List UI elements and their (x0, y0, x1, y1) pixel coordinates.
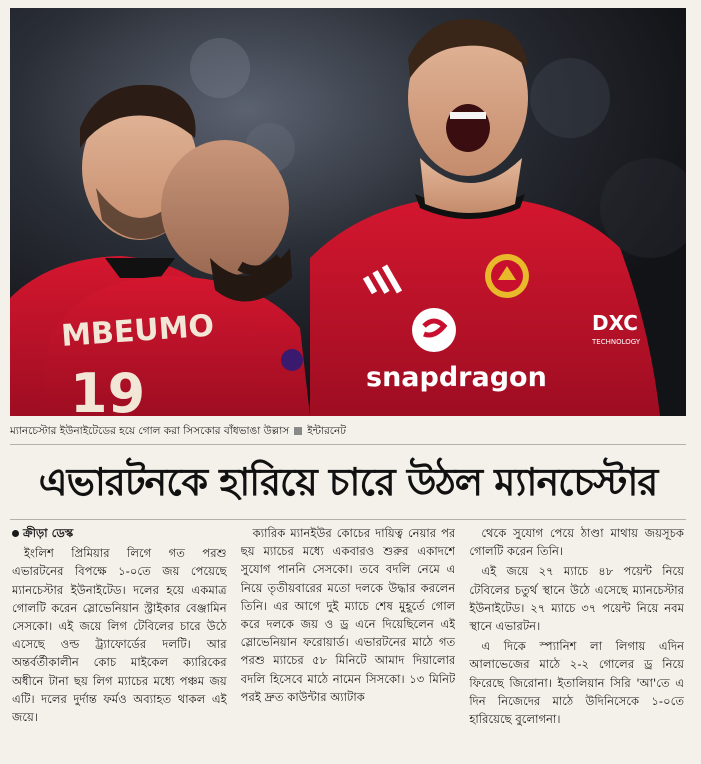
article-column-2 (241, 524, 456, 760)
jersey-name: MBEUMO (60, 308, 216, 354)
paragraph: এই জয়ে ২৭ ম্যাচে ৪৮ পয়েন্ট নিয়ে টেবিলের চতুর্থ স্থানে উঠে এসেছে ম্যানচেস্টার ইউনাইটেড। ২৭ ম্যাচে ৩৭ পয়েন্ট নিয়ে নবম স্থানে এভারটন। (469, 564, 685, 634)
desk-label: ক্রীড়া ডেস্ক (23, 526, 74, 540)
sponsor-text: snapdragon (366, 362, 547, 393)
caption-credit: ইন্টারনেট (307, 425, 347, 437)
club-crest-icon (485, 254, 529, 298)
paragraph: ক্যারিক ম্যানইউর কোচের দায়িত্ব নেয়ার পর ছয় ম্যাচের মধ্যে একবারও শুরুর একাদশে সুযোগ পাননি সেসকো। তবে বদলি নেমে এ নিয়ে তৃতীয়বারের মতো দলকে উদ্ধার করলেন তিনি। এর আগে দুই ম্যাচে শেষ মুহূর্তে গোল করে দলকে জয় ও ড্র এনে দিয়েছিলেন এই স্লোভেনিয়ান ফরোয়ার্ড। এভারটনের মাঠে গত পরশু ম্যাচের ৫৮ মিনিটে আমাদ দিয়ালোর বদলি হিসেবে মাঠে নামেন সিসকো। ১৩ মিনিট পরই দ্রুত কাউন্টার অ্যাটাক (240, 526, 456, 704)
paragraph: ইংলিশ প্রিমিয়ার লিগে গত পরশু এভারটনের বিপক্ষে ১-০তে জয় পেয়েছে ম্যানচেস্টার ইউনাইটেড। দলের হয়ে একমাত্র গোলটি করেন স্লোভেনিয়ান স্ট্রাইকার বেঞ্জামিন সেসকো। এই জয়ে লিগ টেবিলের চারে উঠে এসেছে ওল্ড ট্র্যাফোর্ডের দলটি। আর অন্তর্বর্তীকালীন কোচ মাইকেল ক্যারিকের অধীনে টানা ছয় লিগ ম্যাচের মধ্যে পঞ্চম জয় এটি। দলের দুর্দান্ত ফর্মও অব্যাহত থাকল এই জয়ে। (12, 546, 227, 725)
article-column-3 (469, 524, 684, 760)
photo-caption (10, 420, 686, 442)
sponsor-logo-icon (412, 308, 456, 352)
headline: এভারটনকে হারিয়ে চারে উঠল ম্যানচেস্টার (38, 460, 658, 504)
divider (10, 519, 686, 520)
article-column-1 (12, 524, 227, 760)
caption-separator-icon (294, 427, 302, 435)
paragraph: থেকে সুযোগ পেয়ে ঠাণ্ডা মাথায় জয়সূচক গোলটি করেন তিনি। (469, 526, 685, 559)
bullet-icon (12, 530, 19, 537)
article-photo (10, 8, 686, 416)
caption-text: ম্যানচেস্টার ইউনাইটেডের হয়ে গোল করা সিসকোর বাঁধভাঙা উল্লাস (10, 425, 290, 437)
jersey-number: 19 (70, 362, 146, 416)
paragraph: এ দিকে স্প্যানিশ লা লিগায় এদিন আলাভেজের মাঠে ২-২ গোলের ড্র নিয়ে ফিরেছে জিরোনা। ইতালিয়ান সিরি 'আ'তে এ দিন নিজেদের মাঠে উদিনিসেকে ১-০তে হারিয়েছে বুলোগনা। (469, 639, 685, 727)
article-body (12, 524, 684, 760)
sleeve-sponsor: DXC (592, 311, 638, 335)
players-celebrating-photo (10, 8, 686, 416)
sleeve-sponsor-sub: TECHNOLOGY (592, 338, 641, 346)
divider (10, 444, 686, 445)
byline (12, 524, 227, 542)
